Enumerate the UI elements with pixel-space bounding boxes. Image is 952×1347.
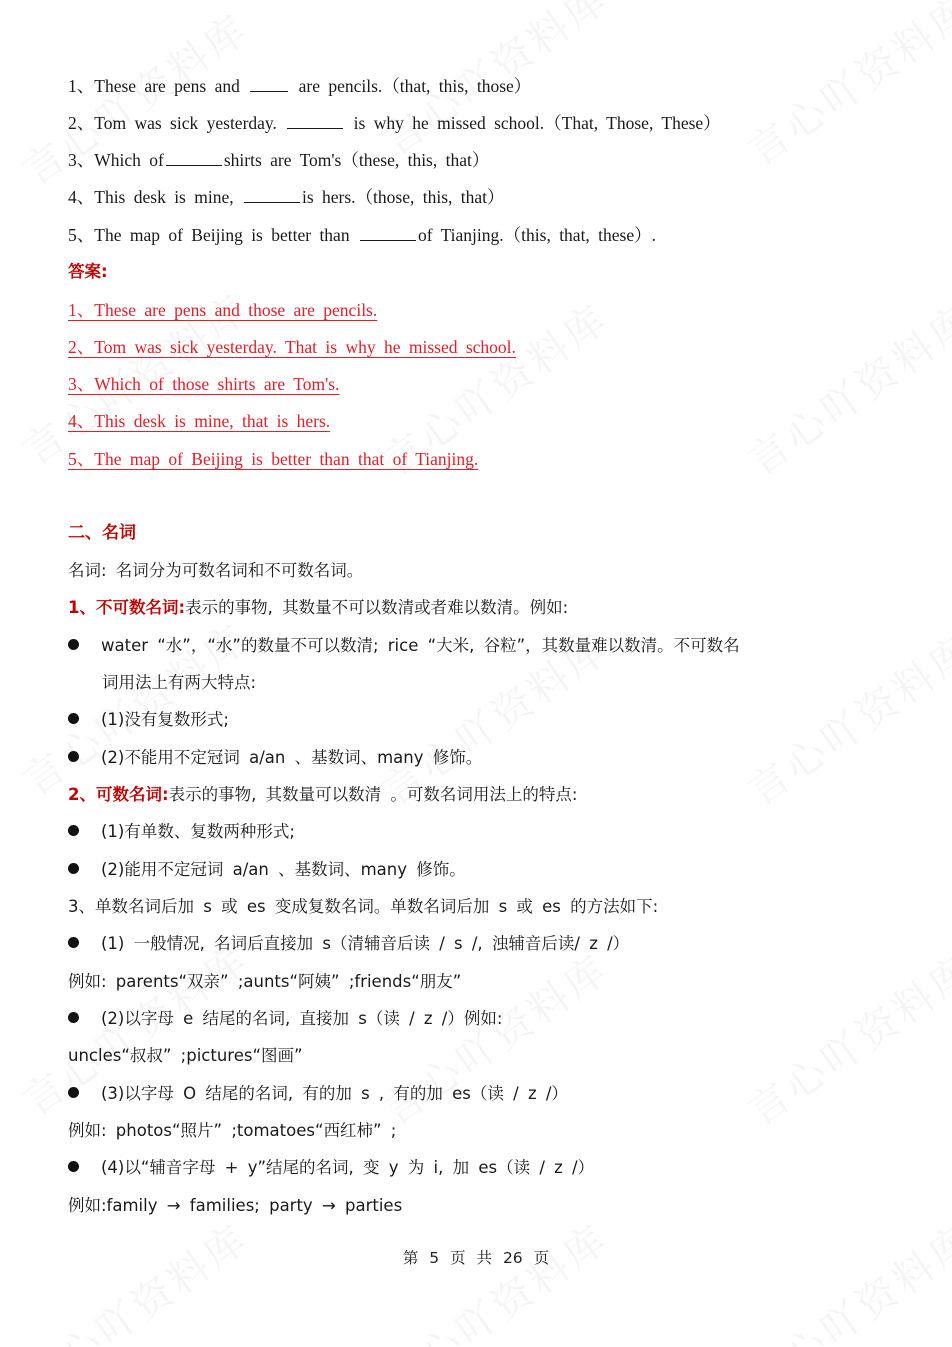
- uncountable-point: (2)不能用不定冠词 a/an 、基数词、many 修饰。: [101, 748, 483, 767]
- bullet-item: [68, 930, 629, 958]
- section-title: 二、名词: [68, 523, 136, 543]
- exercise-number: 1、: [68, 76, 95, 96]
- bullet-item: [68, 856, 466, 884]
- plural-rule: (2)以字母 e 结尾的名词, 直接加 s（读 / z /）例如:: [101, 1009, 503, 1028]
- exercise-text-after: are pencils.: [298, 76, 383, 96]
- watermark: [735, 939, 952, 1137]
- watermark: [735, 619, 952, 817]
- bullet-item: [68, 632, 740, 660]
- bullet-item: [68, 818, 295, 846]
- exercise-item: [68, 72, 531, 100]
- answer-blank: [287, 112, 343, 129]
- exercise-text-before: These are pens and: [94, 76, 240, 96]
- bullet-icon: [68, 751, 79, 762]
- countable-point: (2)能用不定冠词 a/an 、基数词、many 修饰。: [101, 860, 466, 879]
- uncountable-heading: [68, 594, 568, 622]
- bullet-icon: [68, 825, 79, 836]
- answer-blank: [166, 149, 222, 166]
- answer-item: 2、Tom was sick yesterday. That is why he missed school.: [68, 337, 516, 357]
- plural-example: 例如:family → families; party → parties: [68, 1196, 403, 1215]
- exercise-options: （That, Those, These）: [544, 113, 721, 133]
- plural-example: uncles“叔叔” ;pictures“图画”: [68, 1046, 303, 1065]
- plural-rule: (4)以“辅音字母 + y”结尾的名词, 变 y 为 i, 加 es（读 / z /）: [101, 1158, 595, 1177]
- bullet-icon: [68, 1161, 79, 1172]
- bullet-icon: [68, 937, 79, 948]
- exercise-text-before: Which of: [94, 150, 164, 170]
- exercise-number: 3、: [68, 150, 95, 170]
- uncountable-example-continued: 词用法上有两大特点:: [102, 673, 257, 692]
- bullet-item: [68, 706, 229, 734]
- exercise-text-before: This desk is mine,: [94, 187, 234, 207]
- countable-heading: [68, 781, 577, 809]
- countable-desc: 表示的事物, 其数量可以数清 。可数名词用法上的特点:: [168, 785, 578, 804]
- exercise-item: [68, 146, 489, 174]
- watermark: [370, 1209, 619, 1347]
- exercise-options: （those, this, that）: [355, 187, 505, 207]
- bullet-item: [68, 1154, 594, 1182]
- countable-label: 2、可数名词:: [68, 785, 169, 804]
- plural-rule: (1) 一般情况, 名词后直接加 s（清辅音后读 / s /, 浊辅音后读/ z /）: [101, 934, 630, 953]
- answers-title: 答案:: [68, 262, 108, 281]
- uncountable-label: 1、不可数名词:: [68, 598, 186, 617]
- exercise-text-before: Tom was sick yesterday.: [94, 113, 277, 133]
- exercise-number: 4、: [68, 187, 95, 207]
- exercise-number: 2、: [68, 113, 95, 133]
- bullet-icon: [68, 1087, 79, 1098]
- exercise-options: （these, this, that）: [341, 150, 490, 170]
- answer-item: 3、Which of those shirts are Tom's.: [68, 374, 340, 394]
- watermark: [735, 0, 952, 177]
- exercise-text-before: The map of Beijing is better than: [94, 225, 350, 245]
- exercise-text-after: shirts are Tom's: [223, 150, 342, 170]
- exercise-text-after: is hers.: [301, 187, 356, 207]
- uncountable-point: (1)没有复数形式;: [101, 710, 229, 729]
- answer-item: 4、This desk is mine, that is hers.: [68, 411, 331, 431]
- bullet-item: [68, 1080, 568, 1108]
- plural-example: 例如: photos“照片” ;tomatoes“西红柿” ;: [68, 1121, 397, 1140]
- uncountable-example: water “水”，“水”的数量不可以数清; rice “大米, 谷粒”，其数量难以数清。不可数名: [101, 636, 740, 655]
- watermark: [735, 1209, 952, 1347]
- answer-blank: [244, 186, 300, 203]
- bullet-icon: [68, 639, 79, 650]
- section-intro: 名词: 名词分为可数名词和不可数名词。: [68, 561, 364, 580]
- uncountable-desc: 表示的事物, 其数量不可以数清或者难以数清。例如:: [185, 598, 569, 617]
- bullet-icon: [68, 863, 79, 874]
- plural-rule: (3)以字母 O 结尾的名词, 有的加 s , 有的加 es（读 / z /）: [101, 1084, 568, 1103]
- exercise-text-after: is why he missed school.: [353, 113, 545, 133]
- exercise-options: （that, this, those）: [382, 76, 532, 96]
- plural-intro: 3、单数名词后加 s 或 es 变成复数名词。单数名词后加 s 或 es 的方法如下:: [68, 897, 659, 916]
- answer-item: 5、The map of Beijing is better than that of Tianjing.: [68, 449, 479, 469]
- exercise-item: [68, 109, 721, 137]
- answer-item: 1、These are pens and those are pencils.: [68, 300, 378, 320]
- exercise-item: [68, 221, 656, 249]
- bullet-icon: [68, 1012, 79, 1023]
- answer-blank: [250, 75, 288, 92]
- watermark: [10, 1209, 259, 1347]
- bullet-item: [68, 1005, 502, 1033]
- exercise-text-after: of Tianjing.: [417, 225, 504, 245]
- exercise-options: （this, that, these）.: [503, 225, 657, 245]
- exercise-number: 5、: [68, 225, 95, 245]
- bullet-item: [68, 744, 482, 772]
- page-number-footer: 第 5 页 共 26 页: [402, 1249, 550, 1267]
- countable-point: (1)有单数、复数两种形式;: [101, 822, 295, 841]
- answer-blank: [360, 224, 416, 241]
- exercise-item: [68, 183, 505, 211]
- plural-example: 例如: parents“双亲” ;aunts“阿姨” ;friends“朋友”: [68, 972, 462, 991]
- watermark: [735, 289, 952, 487]
- bullet-icon: [68, 713, 79, 724]
